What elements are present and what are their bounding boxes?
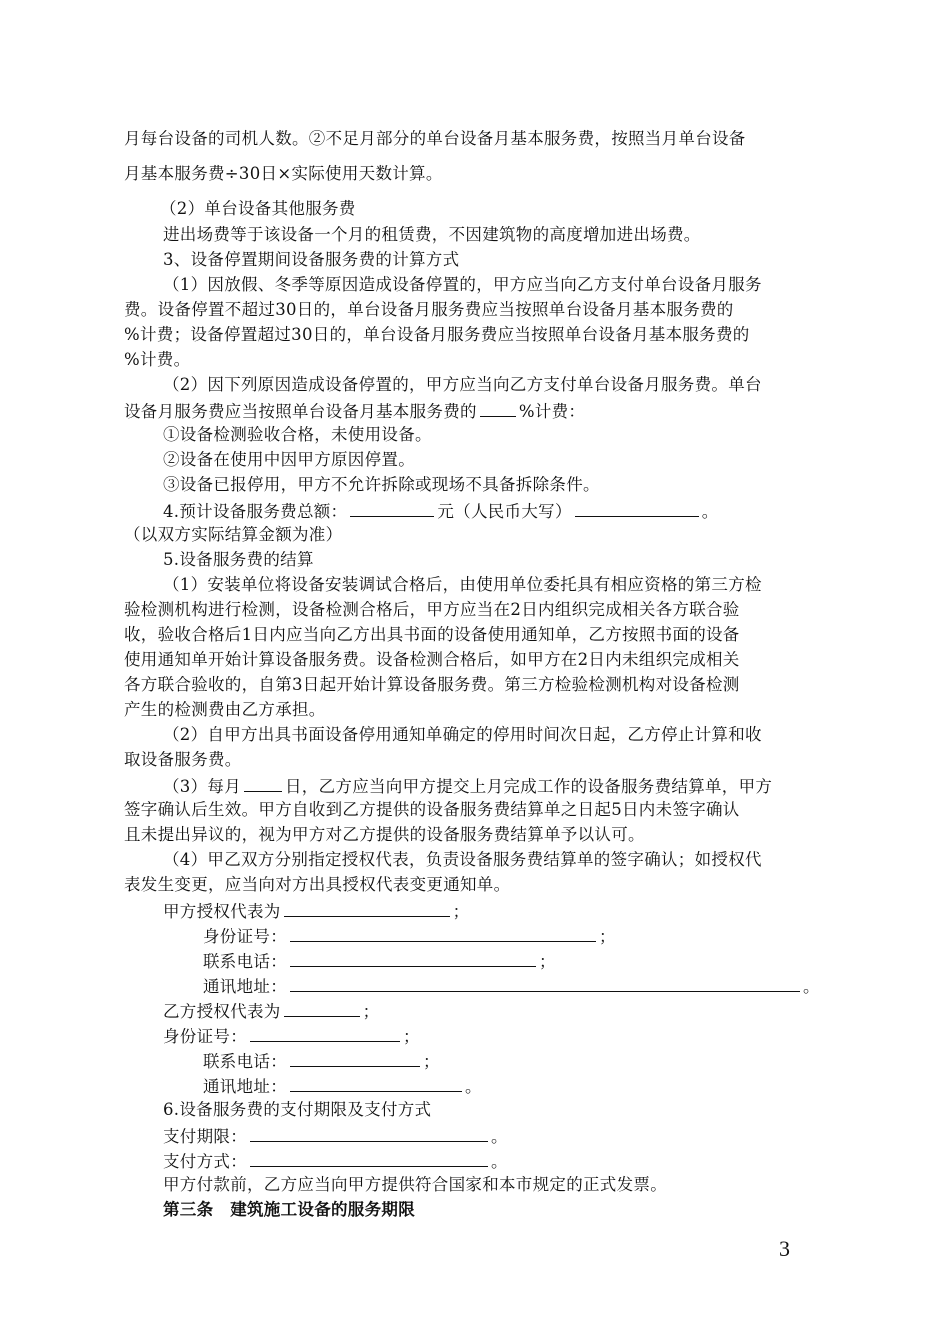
text-line: （3）每月 日，乙方应当向甲方提交上月完成工作的设备服务费结算单，甲方: [163, 774, 772, 798]
section-heading: 6.设备服务费的支付期限及支付方式: [163, 1100, 432, 1119]
party-b-address: 通讯地址： 。: [203, 1074, 482, 1098]
payment-method: 支付方式： 。: [163, 1149, 508, 1173]
section-heading: 3、设备停置期间设备服务费的计算方式: [163, 250, 460, 269]
party-b-phone: 联系电话： ；: [203, 1049, 440, 1073]
text-line: 进出场费等于该设备一个月的租赁费，不因建筑物的高度增加进出场费。: [163, 225, 701, 244]
text-line: 验检测机构进行检测，设备检测合格后，甲方应当在2日内组织完成相关各方联合验: [124, 600, 740, 619]
text-line: 甲方付款前，乙方应当向甲方提供符合国家和本市规定的正式发票。: [163, 1175, 667, 1194]
party-b-id-field[interactable]: [250, 1024, 400, 1042]
list-item: ①设备检测验收合格，未使用设备。: [163, 425, 432, 444]
blank-field[interactable]: [480, 399, 516, 417]
payment-term-field[interactable]: [250, 1124, 488, 1142]
list-item: ②设备在使用中因甲方原因停置。: [163, 450, 415, 469]
text-line: （1）因放假、冬季等原因造成设备停置的，甲方应当向乙方支付单台设备月服务: [163, 275, 762, 294]
party-b-rep-field[interactable]: [284, 999, 360, 1017]
text-line: 设备月服务费应当按照单台设备月基本服务费的 %计费：: [124, 399, 585, 423]
text-line: 取设备服务费。: [124, 750, 242, 769]
party-b-id: 身份证号： ；: [163, 1024, 420, 1048]
sub-heading: （2）单台设备其他服务费: [160, 199, 356, 218]
text-line: （2）自甲方出具书面设备停用通知单确定的停用时间次日起，乙方停止计算和收: [163, 725, 762, 744]
text-line: （以双方实际结算金额为准）: [124, 525, 343, 544]
text-line: 使用通知单开始计算设备服务费。设备检测合格后，如甲方在2日内未组织完成相关: [124, 650, 740, 669]
party-a-representative: 甲方授权代表为 ；: [163, 899, 469, 923]
text-line: 月基本服务费÷30日×实际使用天数计算。: [124, 164, 443, 183]
amount-in-words-field[interactable]: [575, 499, 699, 517]
party-a-phone-field[interactable]: [290, 949, 536, 967]
section-heading: 5.设备服务费的结算: [163, 550, 314, 569]
party-a-id: 身份证号： ；: [203, 924, 616, 948]
text-line: 月每台设备的司机人数。②不足月部分的单台设备月基本服务费，按照当月单台设备: [124, 129, 746, 148]
text-line: 产生的检测费由乙方承担。: [124, 700, 326, 719]
total-amount-field[interactable]: [350, 499, 434, 517]
party-a-address-field[interactable]: [290, 974, 800, 992]
list-item: ③设备已报停用，甲方不允许拆除或现场不具备拆除条件。: [163, 475, 600, 494]
payment-term: 支付期限： 。: [163, 1124, 508, 1148]
text-line: （2）因下列原因造成设备停置的，甲方应当向乙方支付单台设备月服务费。单台: [163, 375, 762, 394]
text-line: 表发生变更，应当向对方出具授权代表变更通知单。: [124, 875, 511, 894]
party-b-phone-field[interactable]: [290, 1049, 420, 1067]
article-heading: 第三条 建筑施工设备的服务期限: [163, 1200, 415, 1219]
party-b-representative: 乙方授权代表为 ；: [163, 999, 379, 1023]
text-line: （1）安装单位将设备安装调试合格后，由使用单位委托具有相应资格的第三方检: [163, 575, 762, 594]
text-line: 签字确认后生效。甲方自收到乙方提供的设备服务费结算单之日起5日内未签字确认: [124, 800, 740, 819]
text-line: %计费。: [124, 350, 191, 369]
party-a-address: 通讯地址： 。: [203, 974, 820, 998]
text-line: 收，验收合格后1日内应当向乙方出具书面的设备使用通知单，乙方按照书面的设备: [124, 625, 740, 644]
text-line: %计费；设备停置超过30日的，单台设备月服务费应当按照单台设备月基本服务费的: [124, 325, 750, 344]
text-line: 4.预计设备服务费总额： 元（人民币大写） 。: [163, 499, 719, 523]
page-number: 3: [779, 1236, 790, 1261]
text-line: （4）甲乙双方分别指定授权代表，负责设备服务费结算单的签字确认；如授权代: [163, 850, 762, 869]
party-a-phone: 联系电话： ；: [203, 949, 556, 973]
day-field[interactable]: [244, 774, 282, 792]
party-a-rep-field[interactable]: [284, 899, 450, 917]
text-line: 费。设备停置不超过30日的，单台设备月服务费应当按照单台设备月基本服务费的: [124, 300, 734, 319]
text-line: 各方联合验收的，自第3日起开始计算设备服务费。第三方检验检测机构对设备检测: [124, 675, 740, 694]
text-line: 且未提出异议的，视为甲方对乙方提供的设备服务费结算单予以认可。: [124, 825, 645, 844]
party-b-address-field[interactable]: [290, 1074, 462, 1092]
payment-method-field[interactable]: [250, 1149, 488, 1167]
party-a-id-field[interactable]: [290, 924, 596, 942]
